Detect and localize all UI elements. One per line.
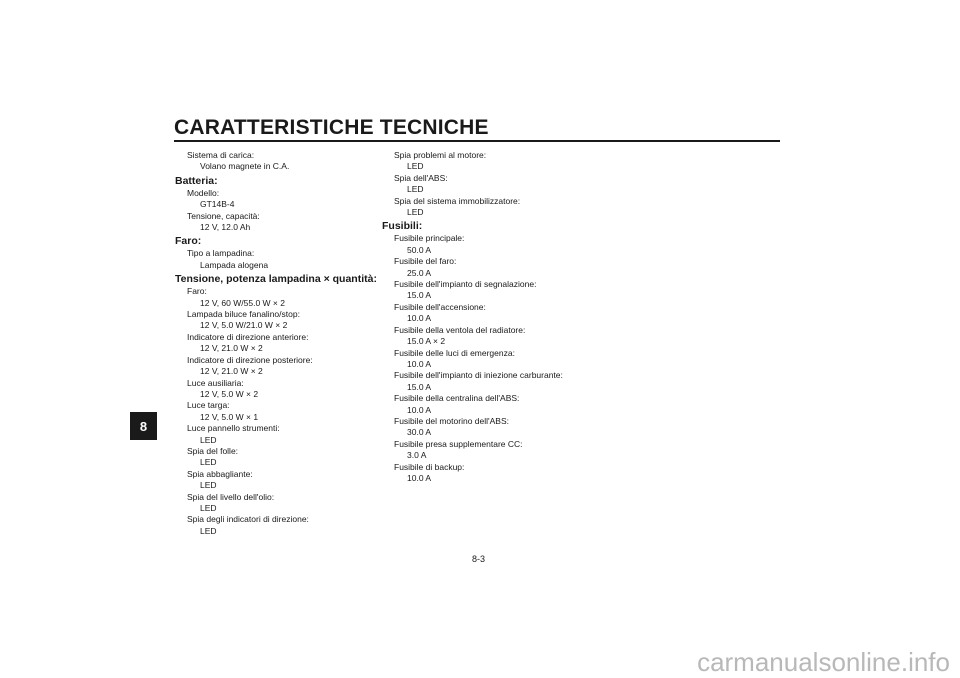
spec-label: Fusibile del motorino dell'ABS: [394,415,510,426]
spec-label: Indicatore di direzione posteriore: [187,354,313,365]
section-heading-bulbs: Tensione, potenza lampadina × quantità: [175,273,377,286]
spec-value: LED [200,480,217,491]
spec-value: Lampada alogena [200,259,269,270]
spec-label: Spia del livello dell'olio: [187,491,275,502]
spec-value: 50.0 A [407,244,432,255]
spec-value: 15.0 A × 2 [407,336,446,347]
spec-value: 12 V, 5.0 W × 1 [200,411,259,422]
chapter-tab: 8 [130,412,157,440]
spec-label: Spia abbagliante: [187,468,253,479]
page-title: CARATTERISTICHE TECNICHE [174,116,489,139]
spec-label: Luce targa: [187,400,230,411]
spec-value: 3.0 A [407,450,427,461]
spec-label: Spia del sistema immobilizzatore: [394,195,521,206]
spec-label: Spia problemi al motore: [394,150,487,160]
spec-value: 10.0 A [407,472,432,483]
spec-value: LED [200,457,217,468]
spec-value: LED [200,525,217,536]
spec-value: 30.0 A [407,427,432,438]
spec-value: 10.0 A [407,404,432,415]
spec-value: Volano magnete in C.A. [200,161,290,172]
section-heading-battery: Batteria: [175,174,218,187]
spec-label: Luce pannello strumenti: [187,423,280,434]
spec-label: Fusibile dell'impianto di iniezione carburante: [394,370,563,381]
spec-label: Spia del folle: [187,445,239,456]
specs-left-column [175,150,395,537]
spec-value: 12 V, 5.0 W/21.0 W × 2 [200,320,288,331]
section-heading-headlight: Faro: [175,235,202,248]
spec-value: 10.0 A [407,313,432,324]
spec-label: Fusibile dell'accensione: [394,301,486,312]
spec-label: Spia degli indicatori di direzione: [187,514,309,525]
spec-label: Tensione, capacità: [187,210,260,221]
spec-label: Faro: [187,286,207,297]
spec-label: Spia dell'ABS: [394,172,448,183]
spec-value: 12 V, 21.0 W × 2 [200,343,263,354]
spec-value: LED [200,434,217,445]
spec-label: Fusibile della ventola del radiatore: [394,324,526,335]
spec-label: Fusibile della centralina dell'ABS: [394,393,520,404]
spec-value: 25.0 A [407,267,432,278]
specs-right-column [382,150,642,484]
spec-label: Modello: [187,187,220,198]
page-number: 8-3 [472,554,486,564]
title-divider [174,140,780,142]
spec-value: 12 V, 5.0 W × 2 [200,388,259,399]
watermark-text: carmanualsonline.info [697,647,950,677]
spec-label: Lampada biluce fanalino/stop: [187,309,300,320]
spec-label: Fusibile presa supplementare CC: [394,438,523,449]
spec-value: 12 V, 60 W/55.0 W × 2 [200,297,285,308]
spec-value: LED [407,207,424,218]
spec-value: GT14B-4 [200,199,235,210]
spec-label: Fusibile principale: [394,233,465,244]
spec-value: 12 V, 12.0 Ah [200,222,251,233]
spec-label: Fusibile di backup: [394,461,465,472]
spec-value: LED [200,502,217,513]
spec-label: Fusibile dell'impianto di segnalazione: [394,279,537,290]
spec-label: Indicatore di direzione anteriore: [187,331,309,342]
spec-label: Fusibile del faro: [394,256,457,267]
spec-value: 15.0 A [407,290,432,301]
spec-value: 10.0 A [407,358,432,369]
spec-label: Sistema di carica: [187,150,255,160]
spec-label: Luce ausiliaria: [187,377,244,388]
spec-value: 12 V, 21.0 W × 2 [200,366,263,377]
spec-label: Tipo a lampadina: [187,248,255,259]
spec-value: LED [407,161,424,172]
spec-value: 15.0 A [407,381,432,392]
spec-value: LED [407,184,424,195]
section-heading-fuses: Fusibili: [382,220,423,233]
spec-label: Fusibile delle luci di emergenza: [394,347,515,358]
